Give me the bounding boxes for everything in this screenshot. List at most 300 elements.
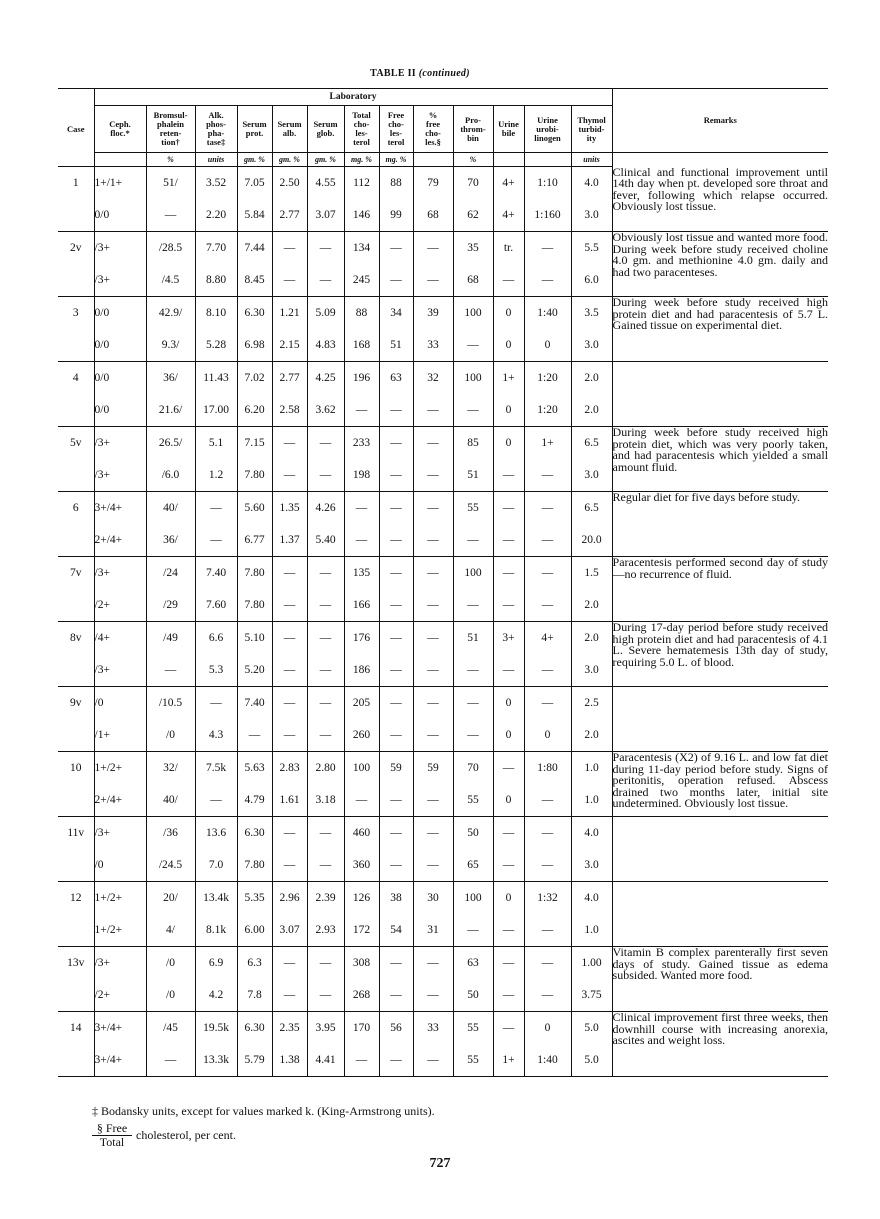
data-cell: —: [524, 557, 571, 590]
data-cell: 4.0: [571, 882, 612, 915]
data-cell: 1.5: [571, 557, 612, 590]
data-cell: 3.62: [307, 394, 344, 427]
data-cell: 70: [453, 167, 493, 200]
data-cell: —: [195, 492, 237, 525]
remark-cell: During week before study received high protein diet and had paracentesis of 5.7 L. Gained tissue on experimental diet.: [612, 297, 828, 362]
data-cell: 55: [453, 1044, 493, 1077]
page-number: 727: [429, 1156, 451, 1171]
data-cell: 3+/4+: [94, 1044, 146, 1077]
data-cell: 6.6: [195, 622, 237, 655]
data-cell: —: [413, 394, 453, 427]
data-cell: 205: [344, 687, 379, 720]
data-cell: 2.0: [571, 394, 612, 427]
data-cell: —: [493, 524, 524, 557]
data-cell: —: [379, 557, 413, 590]
unit-label: gm. %: [237, 153, 272, 167]
data-cell: /3+: [94, 232, 146, 265]
unit-label: [524, 153, 571, 167]
data-cell: 2+/4+: [94, 784, 146, 817]
data-cell: 2.77: [272, 362, 307, 395]
remark-cell: During 17-day period before study received high protein diet and had paracentesis of 4.1 L. Severe hematemesis 13th day of study, requiring 5.0 L. of blood.: [612, 622, 828, 687]
data-cell: —: [493, 849, 524, 882]
data-cell: 4.0: [571, 167, 612, 200]
data-cell: 51: [379, 329, 413, 362]
table-row: [58, 427, 828, 460]
table-row: [58, 622, 828, 655]
data-cell: —: [453, 524, 493, 557]
data-cell: —: [493, 459, 524, 492]
data-cell: 3.0: [571, 199, 612, 232]
data-cell: —: [413, 232, 453, 265]
data-cell: 7.44: [237, 232, 272, 265]
data-cell: 4.26: [307, 492, 344, 525]
data-cell: 1:160: [524, 199, 571, 232]
data-cell: 2+/4+: [94, 524, 146, 557]
data-cell: —: [379, 719, 413, 752]
data-cell: 32/: [146, 752, 195, 785]
data-cell: 1.35: [272, 492, 307, 525]
data-cell: 5.63: [237, 752, 272, 785]
data-cell: —: [272, 687, 307, 720]
data-cell: —: [413, 784, 453, 817]
data-cell: 35: [453, 232, 493, 265]
footnote-text: cholesterol, per cent.: [136, 1128, 236, 1142]
data-cell: —: [379, 492, 413, 525]
table-row: [58, 232, 828, 265]
footnote-bodansky: ‡ Bodansky units, except for values marked k. (King-Armstrong units).: [92, 1104, 435, 1118]
remark-cell: Vitamin B complex parenterally first seven days of study. Gained tissue as edema subsided. Wanted more food.: [612, 947, 828, 1012]
case-number: 6: [72, 502, 79, 514]
data-cell: 20/: [146, 882, 195, 915]
data-cell: —: [524, 817, 571, 850]
data-cell: 1+: [493, 1044, 524, 1077]
data-cell: 1.0: [571, 752, 612, 785]
data-cell: —: [379, 849, 413, 882]
data-cell: 2.20: [195, 199, 237, 232]
column-header-line: phos-: [206, 119, 226, 129]
data-cell: 134: [344, 232, 379, 265]
data-cell: 6.5: [571, 492, 612, 525]
data-cell: 5.79: [237, 1044, 272, 1077]
data-cell: 5.35: [237, 882, 272, 915]
data-cell: 7.40: [237, 687, 272, 720]
data-cell: 100: [453, 362, 493, 395]
column-header-line: terol: [353, 137, 370, 147]
data-cell: /3+: [94, 654, 146, 687]
data-cell: /10.5: [146, 687, 195, 720]
data-cell: —: [493, 557, 524, 590]
case-number-blank: [58, 914, 94, 947]
data-cell: 2.35: [272, 1012, 307, 1045]
data-cell: —: [493, 654, 524, 687]
column-header-line: ity: [586, 132, 597, 143]
case-number-blank: [58, 329, 94, 362]
data-cell: —: [524, 589, 571, 622]
unit-label: gm. %: [272, 153, 307, 167]
data-cell: 1+: [493, 362, 524, 395]
data-cell: 4/: [146, 914, 195, 947]
data-cell: 4.79: [237, 784, 272, 817]
data-cell: 0: [493, 687, 524, 720]
data-cell: 1+/2+: [94, 752, 146, 785]
data-cell: —: [413, 264, 453, 297]
data-cell: 3.0: [571, 654, 612, 687]
unit-label: [94, 153, 146, 167]
data-cell: —: [524, 492, 571, 525]
remark-cell: [612, 817, 828, 882]
data-cell: 7.80: [237, 557, 272, 590]
data-cell: —: [272, 719, 307, 752]
data-cell: —: [524, 459, 571, 492]
data-cell: 6.30: [237, 297, 272, 330]
data-cell: —: [379, 817, 413, 850]
data-cell: —: [524, 947, 571, 980]
data-cell: —: [307, 622, 344, 655]
data-cell: —: [272, 947, 307, 980]
data-cell: 62: [453, 199, 493, 232]
data-cell: 5.0: [571, 1012, 612, 1045]
data-cell: —: [272, 557, 307, 590]
data-cell: —: [524, 232, 571, 265]
data-cell: 7.8: [237, 979, 272, 1012]
data-cell: 2.83: [272, 752, 307, 785]
data-cell: —: [379, 394, 413, 427]
data-cell: 13.3k: [195, 1044, 237, 1077]
data-cell: 1.37: [272, 524, 307, 557]
data-cell: —: [493, 817, 524, 850]
data-cell: 0/0: [94, 329, 146, 362]
data-cell: 1+/2+: [94, 914, 146, 947]
data-cell: /28.5: [146, 232, 195, 265]
data-cell: 3.0: [571, 849, 612, 882]
data-cell: 40/: [146, 492, 195, 525]
column-header: [195, 106, 237, 153]
fraction-numerator: § Free: [92, 1122, 132, 1136]
data-cell: 4.83: [307, 329, 344, 362]
data-cell: —: [379, 784, 413, 817]
data-cell: 172: [344, 914, 379, 947]
data-cell: 6.9: [195, 947, 237, 980]
data-cell: /2+: [94, 589, 146, 622]
data-cell: —: [453, 329, 493, 362]
data-cell: 2.0: [571, 362, 612, 395]
data-cell: 7.80: [237, 589, 272, 622]
data-cell: 1.0: [571, 784, 612, 817]
data-cell: 1+/2+: [94, 882, 146, 915]
data-cell: 8.45: [237, 264, 272, 297]
table-label: TABLE II: [370, 68, 416, 79]
data-cell: 360: [344, 849, 379, 882]
column-header-line: tase‡: [206, 137, 226, 147]
unit-label: [413, 153, 453, 167]
data-cell: 5.60: [237, 492, 272, 525]
case-number-blank: [58, 524, 94, 557]
data-cell: 0: [493, 394, 524, 427]
case-number: 14: [70, 1022, 82, 1034]
data-cell: 112: [344, 167, 379, 200]
data-cell: —: [413, 654, 453, 687]
data-cell: 54: [379, 914, 413, 947]
data-cell: 2.5: [571, 687, 612, 720]
remark-cell: Obviously lost tissue and wanted more food. During week before study received choline 4.0 gm. and methionine 4.0 gm. daily and had two paracenteses.: [612, 232, 828, 297]
data-cell: —: [344, 524, 379, 557]
table-row: [58, 167, 828, 200]
data-cell: 34: [379, 297, 413, 330]
data-cell: —: [524, 979, 571, 1012]
data-cell: 21.6/: [146, 394, 195, 427]
data-cell: 3+/4+: [94, 492, 146, 525]
data-cell: 39: [413, 297, 453, 330]
data-cell: 5.28: [195, 329, 237, 362]
data-cell: 5.84: [237, 199, 272, 232]
data-cell: 168: [344, 329, 379, 362]
data-cell: 6.77: [237, 524, 272, 557]
data-cell: —: [413, 589, 453, 622]
data-cell: 55: [453, 1012, 493, 1045]
data-cell: 55: [453, 784, 493, 817]
data-cell: —: [493, 914, 524, 947]
case-number-blank: [58, 199, 94, 232]
data-cell: —: [413, 687, 453, 720]
data-cell: 1.38: [272, 1044, 307, 1077]
data-cell: 5.1: [195, 427, 237, 460]
data-cell: 3.5: [571, 297, 612, 330]
case-number-blank: [58, 654, 94, 687]
data-cell: —: [307, 979, 344, 1012]
column-header-line: alb.: [282, 128, 297, 138]
data-cell: 20.0: [571, 524, 612, 557]
column-header-line: glob.: [316, 128, 335, 138]
data-cell: —: [146, 654, 195, 687]
data-cell: /1+: [94, 719, 146, 752]
remark-cell: Regular diet for five days before study.: [612, 492, 828, 557]
data-cell: 33: [413, 329, 453, 362]
data-cell: 79: [413, 167, 453, 200]
data-cell: /6.0: [146, 459, 195, 492]
data-cell: 9.3/: [146, 329, 195, 362]
column-header-line: Serum: [277, 119, 302, 129]
data-cell: 5.3: [195, 654, 237, 687]
footnote-free-total: [92, 1122, 352, 1148]
column-header: [344, 106, 379, 153]
data-cell: —: [307, 817, 344, 850]
data-cell: 4+: [493, 199, 524, 232]
case-number-blank: [58, 589, 94, 622]
data-cell: —: [379, 589, 413, 622]
column-header-line: les-: [355, 128, 368, 138]
case-number: 3: [72, 307, 79, 319]
data-cell: 3+: [493, 622, 524, 655]
data-cell: 5.40: [307, 524, 344, 557]
data-cell: 245: [344, 264, 379, 297]
data-cell: 2.0: [571, 589, 612, 622]
unit-label: %: [453, 153, 493, 167]
column-header-line: free: [426, 119, 440, 129]
data-cell: —: [379, 687, 413, 720]
data-cell: 5.09: [307, 297, 344, 330]
data-cell: /0: [146, 719, 195, 752]
data-cell: —: [493, 947, 524, 980]
unit-label: mg. %: [379, 153, 413, 167]
remark-cell: Paracentesis (X2) of 9.16 L. and low fat diet during 11-day period before study. Signs of peritonitis, operation refused. Abscess drained two months later, initial site undetermined. Obviously lost tissue.: [612, 752, 828, 817]
data-cell: —: [413, 459, 453, 492]
data-cell: 17.00: [195, 394, 237, 427]
column-header: [571, 106, 612, 153]
data-cell: /3+: [94, 459, 146, 492]
data-cell: —: [413, 427, 453, 460]
case-header-top: [58, 89, 94, 106]
data-cell: 3.07: [307, 199, 344, 232]
data-cell: 4.2: [195, 979, 237, 1012]
column-header-line: cho-: [388, 119, 404, 129]
remark-cell: Paracentesis performed second day of study—no recurrence of fluid.: [612, 557, 828, 622]
case-number-blank: [58, 264, 94, 297]
column-header-line: throm-: [460, 123, 486, 134]
data-cell: —: [453, 589, 493, 622]
table-row: [58, 492, 828, 525]
data-cell: 99: [379, 199, 413, 232]
column-header-line: prot.: [245, 128, 264, 138]
data-cell: —: [413, 622, 453, 655]
table-row: [58, 687, 828, 720]
data-cell: 100: [344, 752, 379, 785]
data-cell: 85: [453, 427, 493, 460]
column-header-line: cho-: [425, 128, 441, 138]
column-header-line: turbid-: [578, 123, 605, 134]
case-number: 2v: [70, 242, 82, 254]
data-cell: 2.80: [307, 752, 344, 785]
column-header-line: Total: [352, 110, 371, 120]
data-cell: /45: [146, 1012, 195, 1045]
data-cell: 166: [344, 589, 379, 622]
table-row: [58, 557, 828, 590]
data-cell: 50: [453, 817, 493, 850]
table-row: [58, 362, 828, 395]
data-cell: —: [344, 492, 379, 525]
data-cell: 4+: [493, 167, 524, 200]
data-cell: —: [272, 459, 307, 492]
data-cell: 1+: [524, 427, 571, 460]
data-cell: —: [524, 524, 571, 557]
data-cell: 146: [344, 199, 379, 232]
data-cell: 68: [453, 264, 493, 297]
data-cell: 38: [379, 882, 413, 915]
data-cell: /0: [94, 849, 146, 882]
data-cell: 51: [453, 622, 493, 655]
data-cell: —: [453, 914, 493, 947]
data-cell: 1.0: [571, 914, 612, 947]
data-cell: 4.55: [307, 167, 344, 200]
data-cell: 51/: [146, 167, 195, 200]
fraction-denominator: Total: [99, 1135, 125, 1149]
case-number: 10: [70, 762, 82, 774]
data-cell: —: [272, 232, 307, 265]
data-cell: 170: [344, 1012, 379, 1045]
data-cell: —: [344, 394, 379, 427]
column-header-line: %: [428, 110, 438, 120]
data-cell: /3+: [94, 557, 146, 590]
data-cell: —: [146, 1044, 195, 1077]
data-cell: /29: [146, 589, 195, 622]
column-header-line: tion†: [161, 137, 180, 147]
data-cell: —: [379, 622, 413, 655]
data-cell: 0/0: [94, 297, 146, 330]
data-cell: 100: [453, 557, 493, 590]
data-cell: tr.: [493, 232, 524, 265]
data-cell: 2.0: [571, 719, 612, 752]
data-cell: 1+/1+: [94, 167, 146, 200]
column-header-line: Urine: [537, 114, 558, 125]
data-cell: 51: [453, 459, 493, 492]
data-cell: 6.5: [571, 427, 612, 460]
data-cell: 1:20: [524, 362, 571, 395]
data-cell: 8.80: [195, 264, 237, 297]
data-cell: 6.0: [571, 264, 612, 297]
data-cell: —: [493, 264, 524, 297]
column-header: [379, 106, 413, 153]
data-cell: 0: [524, 329, 571, 362]
unit-label: units: [571, 153, 612, 167]
case-number: 8v: [70, 632, 82, 644]
case-number: 5v: [70, 437, 82, 449]
data-cell: —: [307, 427, 344, 460]
data-cell: 50: [453, 979, 493, 1012]
table-row: [58, 882, 828, 915]
column-header-line: pha-: [207, 128, 225, 138]
column-header-line: reten-: [159, 128, 182, 138]
data-cell: 0: [493, 297, 524, 330]
laboratory-group-header: Laboratory: [94, 89, 612, 106]
data-cell: 100: [453, 882, 493, 915]
data-cell: 1:32: [524, 882, 571, 915]
case-number-blank: [58, 394, 94, 427]
table-title: [300, 68, 540, 79]
column-header-line: Free: [387, 110, 405, 120]
data-cell: 88: [344, 297, 379, 330]
data-cell: 0: [493, 784, 524, 817]
data-cell: /24: [146, 557, 195, 590]
column-header-line: bin: [467, 132, 479, 143]
data-cell: 3.07: [272, 914, 307, 947]
data-cell: —: [379, 232, 413, 265]
laboratory-table: [58, 88, 828, 1077]
data-cell: 0: [493, 329, 524, 362]
data-cell: 1:20: [524, 394, 571, 427]
data-cell: 2.15: [272, 329, 307, 362]
case-number-blank: [58, 719, 94, 752]
case-header: Case: [67, 123, 85, 134]
data-cell: 2.58: [272, 394, 307, 427]
data-cell: —: [379, 1044, 413, 1077]
data-cell: 55: [453, 492, 493, 525]
data-cell: —: [413, 492, 453, 525]
data-cell: —: [272, 427, 307, 460]
data-cell: 6.00: [237, 914, 272, 947]
column-header: [146, 106, 195, 153]
data-cell: 26.5/: [146, 427, 195, 460]
column-header-line: bile: [501, 128, 516, 138]
data-cell: —: [524, 264, 571, 297]
data-cell: /3+: [94, 427, 146, 460]
data-cell: —: [413, 947, 453, 980]
data-cell: —: [413, 817, 453, 850]
data-cell: 2.96: [272, 882, 307, 915]
data-cell: 31: [413, 914, 453, 947]
data-cell: 4.0: [571, 817, 612, 850]
data-cell: 1:40: [524, 297, 571, 330]
column-header-line: Alk.: [208, 110, 224, 120]
data-cell: —: [524, 784, 571, 817]
